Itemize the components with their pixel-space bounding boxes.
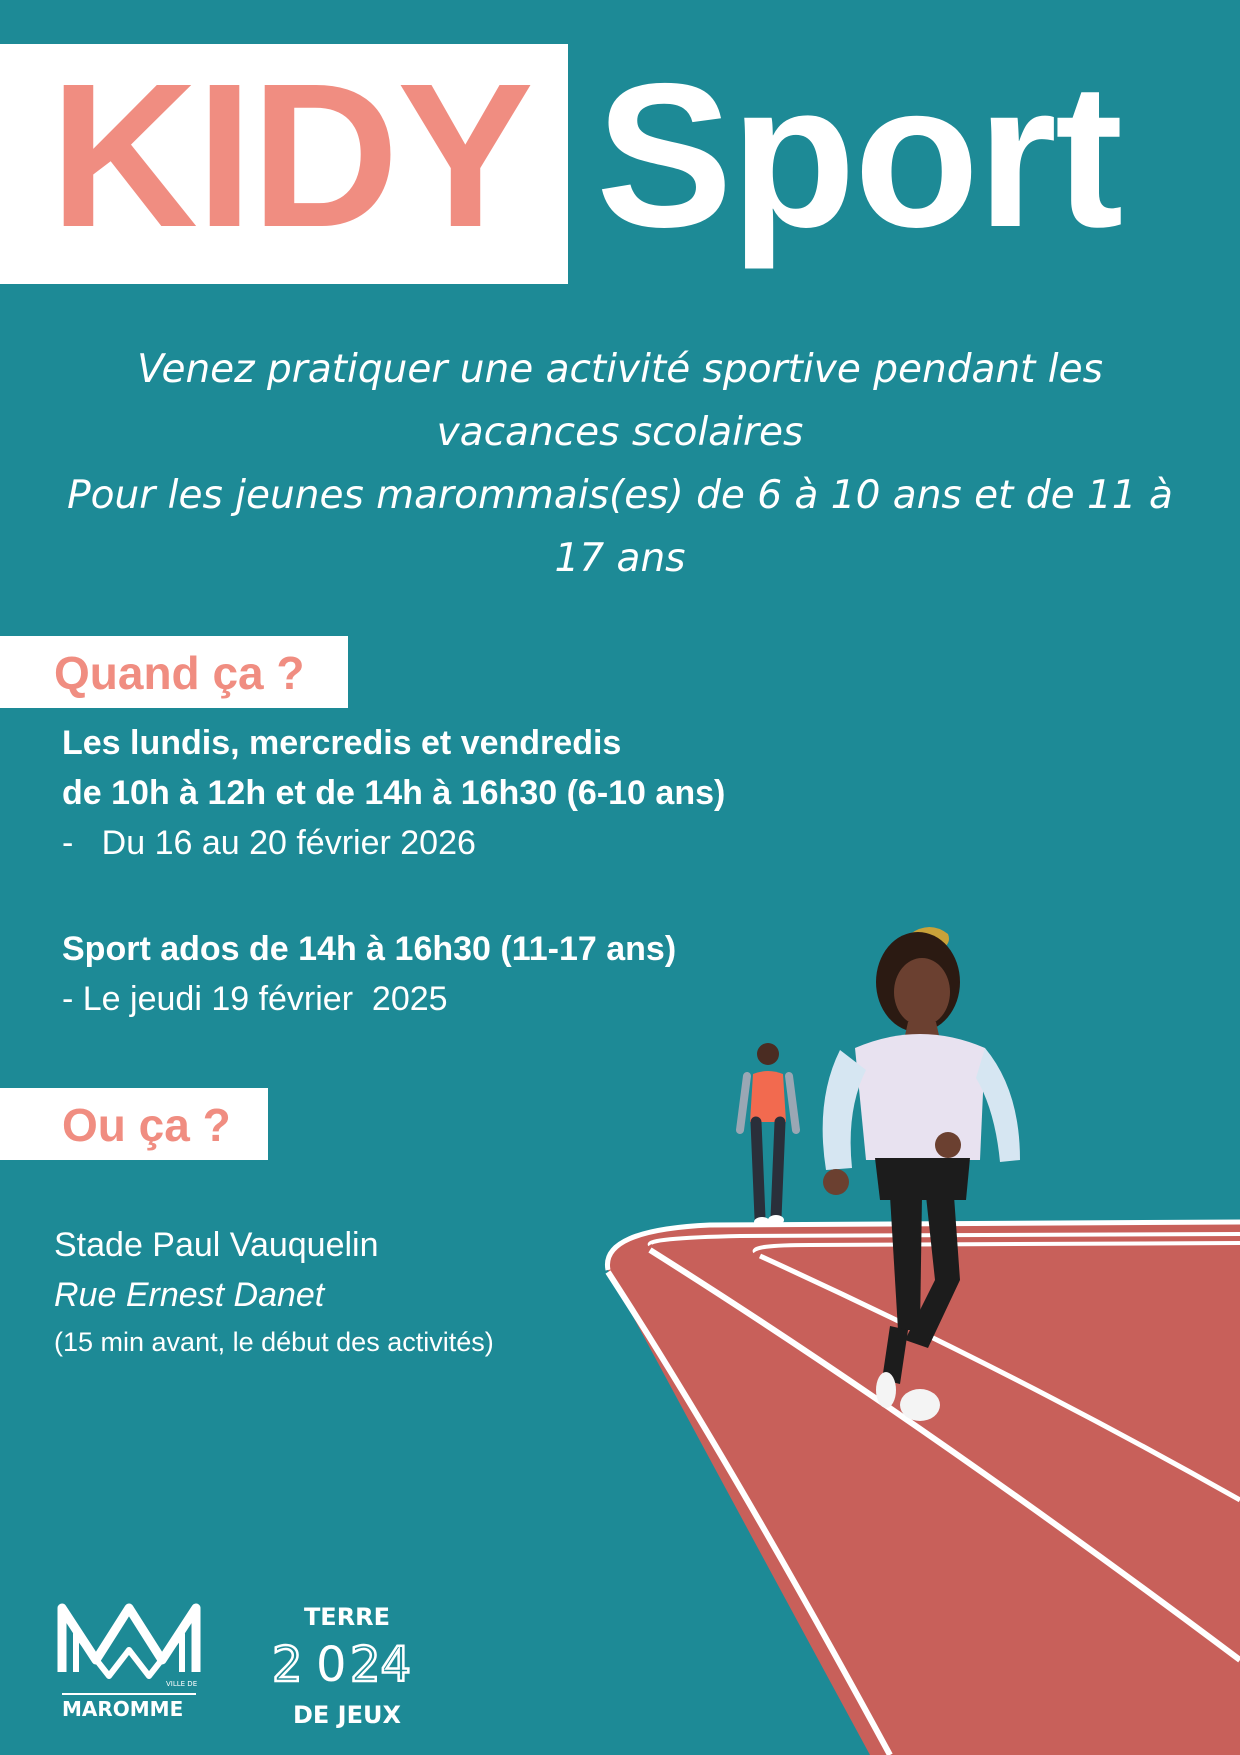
- background-runner: [740, 1043, 796, 1227]
- intro-text: [40, 338, 1200, 590]
- running-track: [607, 1222, 1240, 1755]
- location-block: [54, 1220, 674, 1364]
- when-heading: Quand ça ?: [0, 636, 348, 708]
- location-note: (15 min avant, le début des activités): [54, 1327, 494, 1357]
- logo-city-name: MAROMME: [62, 1697, 184, 1721]
- runner-track-illustration: [590, 900, 1240, 1755]
- schedule-hours: de 10h à 12h et de 14h à 16h30 (6-10 ans): [62, 774, 726, 812]
- logo-city-small: VILLE DE: [166, 1680, 198, 1688]
- location-place: Stade Paul Vauquelin: [54, 1226, 379, 1264]
- logo-year-0: 0: [316, 1637, 347, 1693]
- logo-year-2: 2: [272, 1637, 303, 1693]
- schedule-dates: - Du 16 au 20 février 2026: [62, 824, 476, 862]
- logo-year-24: 24: [350, 1637, 412, 1693]
- logo-terre: TERRE: [303, 1603, 391, 1631]
- title-sport: Sport: [596, 41, 1122, 270]
- terre-de-jeux-logo: [262, 1595, 432, 1735]
- title-kidy: KIDY: [50, 41, 532, 270]
- where-heading: Ou ça ?: [0, 1088, 268, 1160]
- maromme-logo: [54, 1594, 204, 1724]
- schedule-days: Les lundis, mercredis et vendredis: [62, 724, 622, 762]
- ados-schedule: Sport ados de 14h à 16h30 (11-17 ans): [62, 930, 677, 968]
- ados-date: - Le jeudi 19 février 2025: [62, 980, 448, 1018]
- logo-de-jeux: DE JEUX: [293, 1701, 401, 1729]
- location-street: Rue Ernest Danet: [54, 1276, 325, 1314]
- intro-line-1: Venez pratiquer une activité sportive pendant les vacances scolaires: [137, 347, 1103, 455]
- intro-line-2: Pour les jeunes marommais(es) de 6 à 10 ans et de 11 à 17 ans: [67, 473, 1173, 581]
